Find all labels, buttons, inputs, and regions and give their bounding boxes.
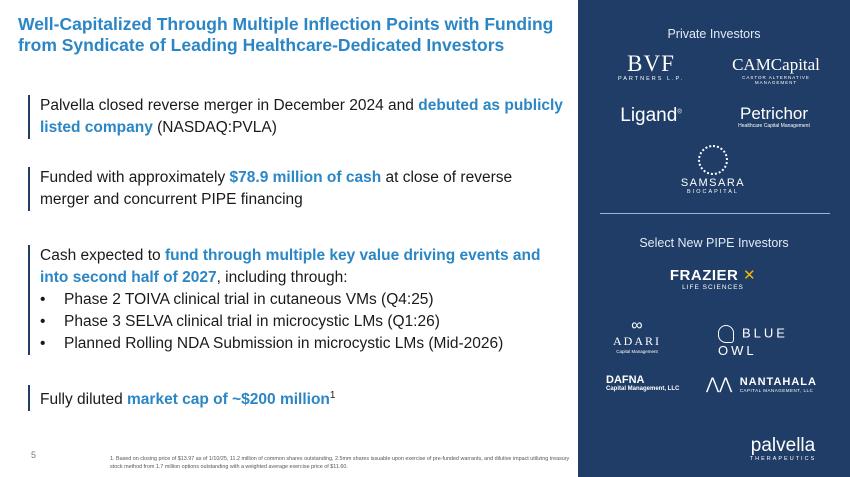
dafna-logo-name: DAFNA bbox=[606, 374, 645, 386]
petrichor-logo-name: Petrichor bbox=[739, 104, 809, 123]
dafna-logo bbox=[606, 374, 698, 392]
footnote-reference: 1 bbox=[329, 390, 336, 401]
blue-owl-logo bbox=[718, 325, 833, 358]
pipe-investors-heading: Select New PIPE Investors bbox=[639, 236, 789, 250]
point-1-pre: Palvella closed reverse merger in December 2024 and bbox=[40, 97, 419, 114]
palvella-logo bbox=[734, 436, 832, 462]
frazier-logo bbox=[663, 268, 763, 291]
section-divider bbox=[600, 213, 830, 214]
milestone-item: • Planned Rolling NDA Submission in microcystic LMs (Mid-2026) bbox=[40, 333, 563, 355]
point-4-pre: Fully diluted bbox=[40, 391, 128, 409]
point-1-post: (NASDAQ:PVLA) bbox=[152, 119, 277, 136]
cam-capital-logo bbox=[726, 55, 826, 85]
samsara-logo-sub: BIOCAPITAL bbox=[687, 189, 739, 195]
point-3-post: , including through: bbox=[216, 269, 348, 286]
nantahala-logo-name: NANTAHALA bbox=[739, 375, 817, 388]
frazier-x-icon: ✕ bbox=[743, 267, 757, 284]
cam-logo-name: CAMCapital bbox=[732, 55, 820, 74]
ligand-logo bbox=[616, 105, 686, 127]
samsara-spiral-icon bbox=[698, 145, 728, 175]
point-public-listing bbox=[28, 95, 563, 139]
adari-logo-sub: Capital Management bbox=[616, 349, 658, 354]
bvf-logo-name: BVF bbox=[627, 51, 675, 76]
investor-sidebar bbox=[578, 0, 850, 477]
frazier-logo-name: FRAZIER bbox=[669, 267, 739, 284]
footnote: 1. Based on closing price of $13.97 as of 1/10/25, 11.2 million of common shares outstanding, 2.5mm shares issuable upon exercise of pre-funded warrants, and dilutive impact utilizing treasury stock method from 1.7 million options outstanding with a weighted average exercise price of $11.60. bbox=[110, 456, 570, 470]
nantahala-logo bbox=[706, 374, 828, 394]
samsara-logo-name: SAMSARA bbox=[680, 177, 746, 189]
point-3-pre: Cash expected to bbox=[40, 247, 165, 264]
samsara-logo bbox=[658, 145, 768, 195]
milestone-item: • Phase 2 TOIVA clinical trial in cutaneous VMs (Q4:25) bbox=[40, 289, 563, 311]
dafna-logo-sub: Capital Management, LLC bbox=[606, 386, 680, 392]
slide-title bbox=[18, 14, 570, 56]
mountain-icon: ⋀⋀ bbox=[706, 376, 733, 393]
slide-title-line-2: from Syndicate of Leading Healthcare-Dedicated Investors bbox=[18, 35, 505, 55]
point-funding bbox=[28, 167, 563, 211]
point-1-highlight: debuted as publicly listed company bbox=[40, 97, 563, 136]
petrichor-logo-sub: Healthcare Capital Management bbox=[738, 123, 810, 129]
bvf-logo-sub: PARTNERS L.P. bbox=[617, 76, 685, 82]
petrichor-logo bbox=[726, 105, 822, 129]
slide-title-line-1: Well-Capitalized Through Multiple Inflection Points with Funding bbox=[18, 14, 554, 34]
point-3-highlight: fund through multiple key value driving events and into second half of 2027 bbox=[40, 247, 541, 286]
owl-icon bbox=[718, 325, 734, 343]
nantahala-logo-sub: CAPITAL MANAGEMENT, LLC bbox=[739, 387, 814, 393]
point-2-pre: Funded with approximately bbox=[40, 169, 230, 186]
private-investors-heading: Private Investors bbox=[667, 27, 761, 41]
milestone-item: • Phase 3 SELVA clinical trial in microcystic LMs (Q1:26) bbox=[40, 311, 563, 333]
point-2-post: at close of reverse merger and concurrent PIPE financing bbox=[40, 169, 513, 208]
milestone-list bbox=[40, 289, 563, 355]
blue-owl-logo-name: BLUE OWL bbox=[718, 325, 788, 358]
page-number: 5 bbox=[31, 450, 37, 460]
ligand-logo-name: Ligand bbox=[620, 105, 678, 126]
frazier-logo-sub: LIFE SCIENCES bbox=[682, 284, 744, 291]
point-cash-runway bbox=[28, 245, 563, 355]
adari-wave-icon: ∞ bbox=[631, 317, 643, 334]
point-4-highlight: market cap of ~$200 million bbox=[127, 391, 330, 409]
palvella-logo-name: palvella bbox=[750, 435, 816, 456]
adari-logo bbox=[600, 318, 674, 354]
ligand-registered-mark: ® bbox=[677, 109, 682, 116]
adari-logo-name: ADARI bbox=[613, 334, 661, 348]
bvf-logo bbox=[606, 52, 696, 82]
palvella-logo-sub: THERAPEUTICS bbox=[749, 456, 817, 462]
point-2-highlight: $78.9 million of cash bbox=[229, 169, 382, 186]
point-market-cap bbox=[28, 385, 563, 411]
cam-logo-sub: CASTOR ALTERNATIVE MANAGEMENT bbox=[742, 75, 810, 85]
